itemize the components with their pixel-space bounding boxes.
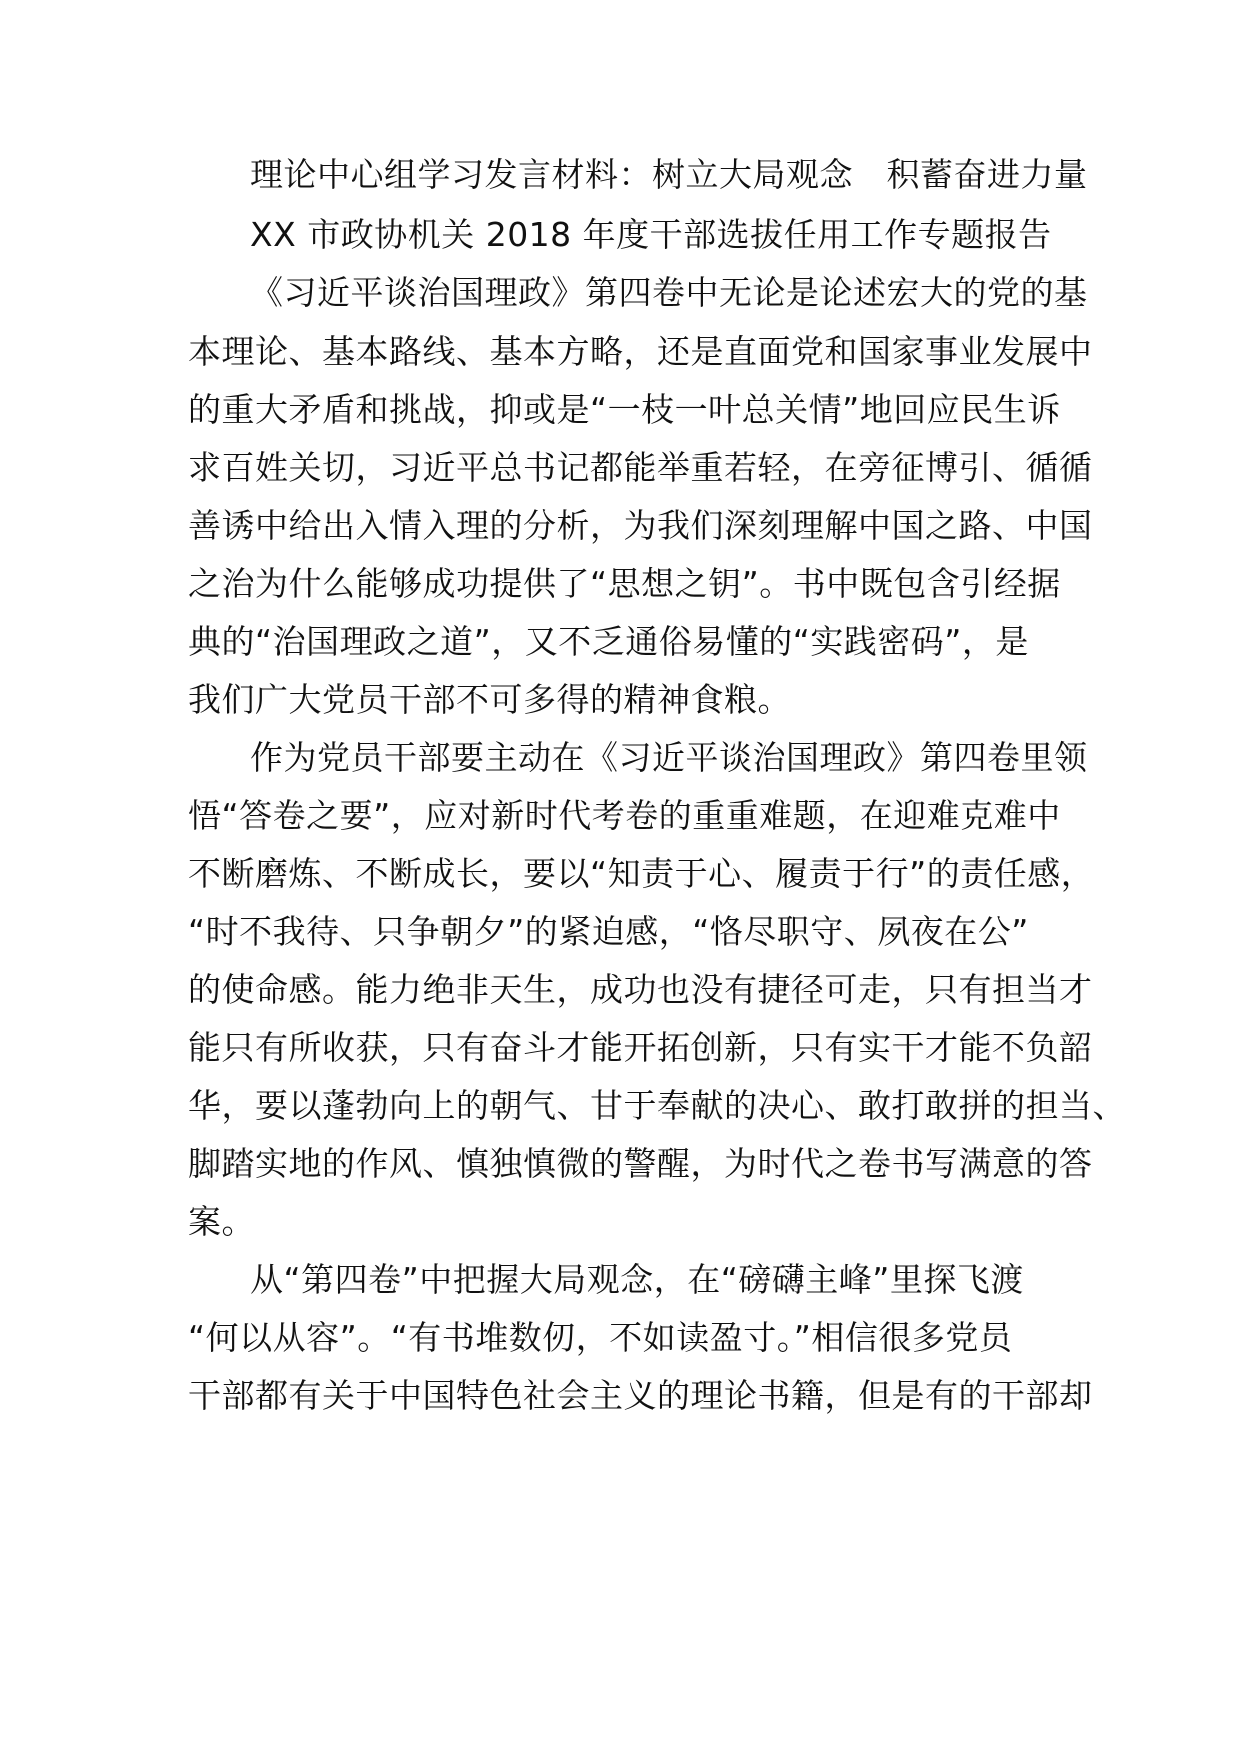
paragraph-line: 脚踏实地的作风、慎独慎微的警醒，为时代之卷书写满意的答	[188, 1144, 1093, 1183]
paragraph-line: 不断磨炼、不断成长，要以“知责于心、履责于行”的责任感，	[188, 854, 1095, 893]
paragraph-line: “何以从容”。“有书堆数仞，不如读盈寸。”相信很多党员	[188, 1318, 1013, 1357]
paragraph-line: 从“第四卷”中把握大局观念，在“磅礴主峰”里探飞渡	[250, 1260, 1024, 1299]
paragraph-line: 的重大矛盾和挑战，抑或是“一枝一叶总关情”地回应民生诉	[188, 390, 1061, 429]
paragraph-line: 干部都有关于中国特色社会主义的理论书籍，但是有的干部却	[188, 1376, 1093, 1415]
paragraph-line: 华，要以蓬勃向上的朝气、甘于奉献的决心、敢打敢拼的担当、	[188, 1086, 1126, 1125]
document-subtitle: XX 市政协机关 2018 年度干部选拔任用工作专题报告	[250, 215, 1052, 254]
paragraph-line: 典的“治国理政之道”，又不乏通俗易懂的“实践密码”，是	[188, 622, 1029, 661]
paragraph-line: 的使命感。能力绝非天生，成功也没有捷径可走，只有担当才	[188, 970, 1093, 1009]
paragraph-line: 能只有所收获，只有奋斗才能开拓创新，只有实干才能不负韶	[188, 1028, 1093, 1067]
paragraph-line: 本理论、基本路线、基本方略，还是直面党和国家事业发展中	[188, 332, 1093, 371]
document-title: 理论中心组学习发言材料：树立大局观念 积蓄奋进力量	[250, 155, 1088, 194]
paragraph-line: 我们广大党员干部不可多得的精神食粮。	[188, 680, 791, 719]
paragraph-line: 之治为什么能够成功提供了“思想之钥”。书中既包含引经据	[188, 564, 1061, 603]
paragraph-line: 《习近平谈治国理政》第四卷中无论是论述宏大的党的基	[250, 273, 1088, 312]
paragraph-line: 悟“答卷之要”，应对新时代考卷的重重难题，在迎难克难中	[188, 796, 1061, 835]
paragraph-line: 作为党员干部要主动在《习近平谈治国理政》第四卷里领	[250, 738, 1088, 777]
paragraph-line: “时不我待、只争朝夕”的紧迫感，“恪尽职守、夙夜在公”	[188, 912, 1029, 951]
paragraph-line: 善诱中给出入情入理的分析，为我们深刻理解中国之路、中国	[188, 506, 1093, 545]
paragraph-line: 案。	[188, 1202, 255, 1241]
paragraph-line: 求百姓关切，习近平总书记都能举重若轻，在旁征博引、循循	[188, 448, 1093, 487]
